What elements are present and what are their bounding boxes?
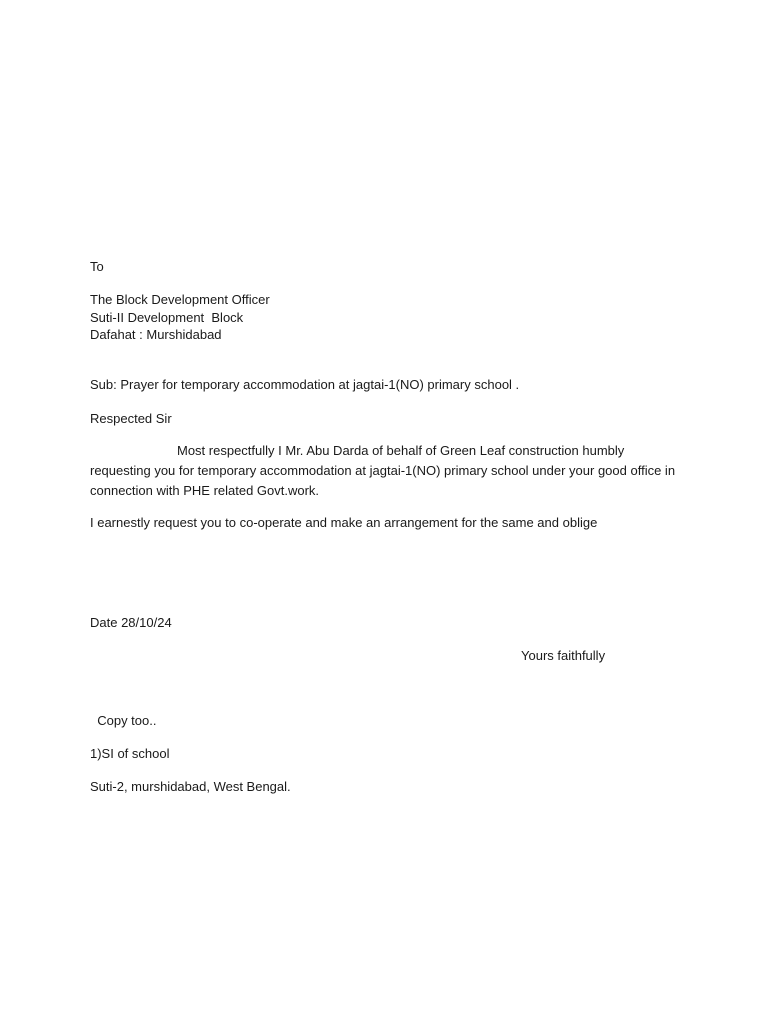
body-paragraph-2: I earnestly request you to co-operate and make an arrangement for the same and oblige <box>90 515 598 530</box>
copy-recipient: 1)SI of school <box>90 746 170 761</box>
letter-date: Date 28/10/24 <box>90 615 172 630</box>
copy-label: Copy too.. <box>90 713 157 728</box>
salutation: Respected Sir <box>90 411 172 426</box>
closing-signoff: Yours faithfully <box>521 648 606 663</box>
subject-line: Sub: Prayer for temporary accommodation at jagtai-1(NO) primary school . <box>90 377 520 392</box>
recipient-office: Suti-II Development Block <box>90 310 244 325</box>
to-label: To <box>90 259 104 274</box>
recipient-title: The Block Development Officer <box>90 292 270 307</box>
recipient-address: Dafahat : Murshidabad <box>90 327 222 342</box>
copy-address: Suti-2, murshidabad, West Bengal. <box>90 779 291 794</box>
body-paragraph-1 <box>90 441 680 501</box>
body-paragraph-1-text: Most respectfully I Mr. Abu Darda of behalf of Green Leaf construction humbly requesting you for temporary accommodation at jagtai-1(NO) primary school under your good office in connection with PHE related Govt.work. <box>90 443 676 498</box>
